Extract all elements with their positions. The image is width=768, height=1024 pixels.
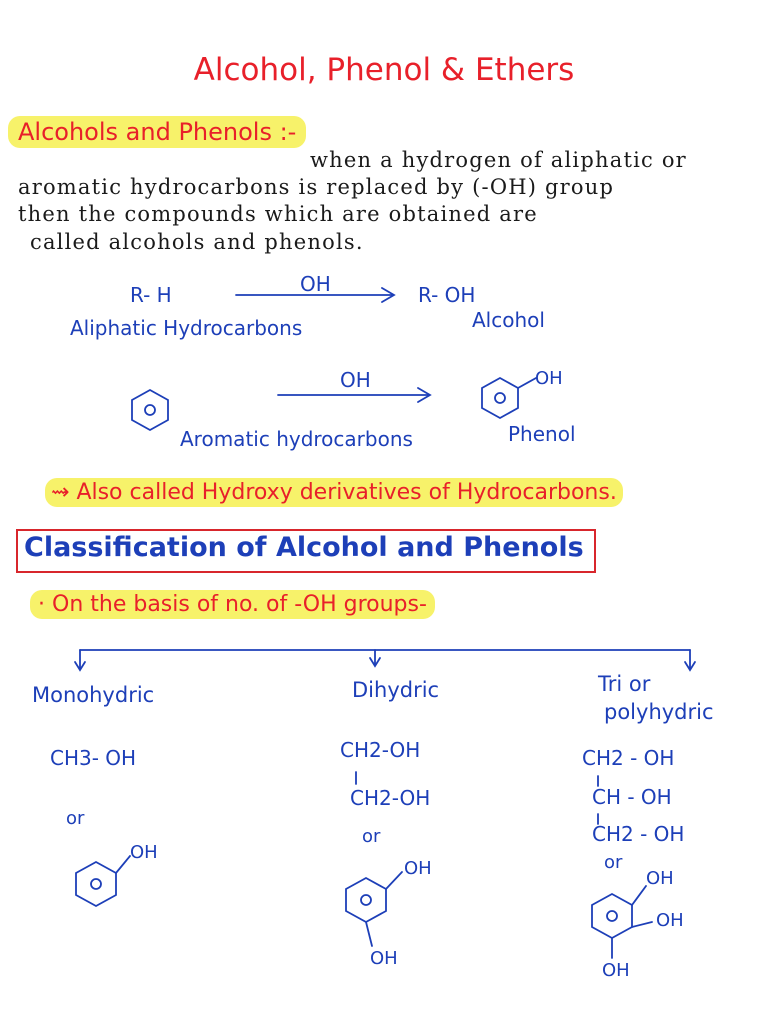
benzene-ring-icon xyxy=(132,390,168,430)
tri-formula-line-1: CH2 - OH xyxy=(582,746,675,770)
branch-dihydric-label: Dihydric xyxy=(352,678,440,702)
mono-phenol-ring-icon xyxy=(76,856,130,906)
di-ring-oh-1: OH xyxy=(404,858,432,879)
definition-line-2: aromatic hydrocarbons is replaced by (-OH) group xyxy=(18,175,615,199)
branch-tri-label-line-2: polyhydric xyxy=(604,700,714,724)
definition-line-3: then the compounds which are obtained are xyxy=(18,202,538,226)
note-text: Also called Hydroxy derivatives of Hydrocarbons. xyxy=(76,480,617,505)
tri-formula-line-3: CH2 - OH xyxy=(592,822,685,846)
definition-line-4: called alcohols and phenols. xyxy=(30,230,364,254)
mono-formula-line-1: CH3- OH xyxy=(50,746,137,770)
definition-line-1: when a hydrogen of aliphatic or xyxy=(310,148,687,172)
di-formula-line-2: CH2-OH xyxy=(350,786,431,810)
di-phenol-ring-icon xyxy=(346,872,402,946)
arrow-icon: ⇝ xyxy=(51,480,77,505)
reactant-rh: R- H xyxy=(130,283,172,307)
basis-highlight: · On the basis of no. of -OH groups- xyxy=(30,590,435,619)
page-title: Alcohol, Phenol & Ethers xyxy=(193,52,575,88)
product-roh: R- OH xyxy=(418,283,476,307)
branch-monohydric-label: Monohydric xyxy=(32,683,155,707)
branch-tri-label-line-1: Tri or xyxy=(598,672,651,696)
tri-ring-oh-3: OH xyxy=(602,960,630,981)
reaction-arrow-2 xyxy=(278,388,430,402)
tri-ring-oh-1: OH xyxy=(646,868,674,889)
phenol-oh-group: OH xyxy=(535,368,563,389)
label-aromatic-hydrocarbons: Aromatic hydrocarbons xyxy=(180,427,413,451)
classification-title: Classification of Alcohol and Phenols xyxy=(24,532,584,563)
label-aliphatic-hydrocarbons: Aliphatic Hydrocarbons xyxy=(70,316,303,340)
tri-formula-line-2: CH - OH xyxy=(592,785,672,809)
label-alcohol: Alcohol xyxy=(472,308,545,332)
classification-tree xyxy=(75,650,695,670)
di-or: or xyxy=(362,826,381,847)
tri-phenol-ring-icon xyxy=(592,886,652,958)
label-phenol: Phenol xyxy=(508,422,576,446)
reagent-oh-2: OH xyxy=(340,368,371,392)
phenol-ring-icon xyxy=(482,378,536,418)
mono-or: or xyxy=(66,808,85,829)
tri-or: or xyxy=(604,852,623,873)
basis-text: On the basis of no. of -OH groups- xyxy=(52,592,427,617)
heading-highlight: Alcohols and Phenols :- xyxy=(8,116,306,148)
reagent-oh-1: OH xyxy=(300,272,331,296)
di-formula-line-1: CH2-OH xyxy=(340,738,421,762)
tri-ring-oh-2: OH xyxy=(656,910,684,931)
reaction-arrow-1 xyxy=(236,288,394,302)
di-ring-oh-2: OH xyxy=(370,948,398,969)
mono-ring-oh-1: OH xyxy=(130,842,158,863)
